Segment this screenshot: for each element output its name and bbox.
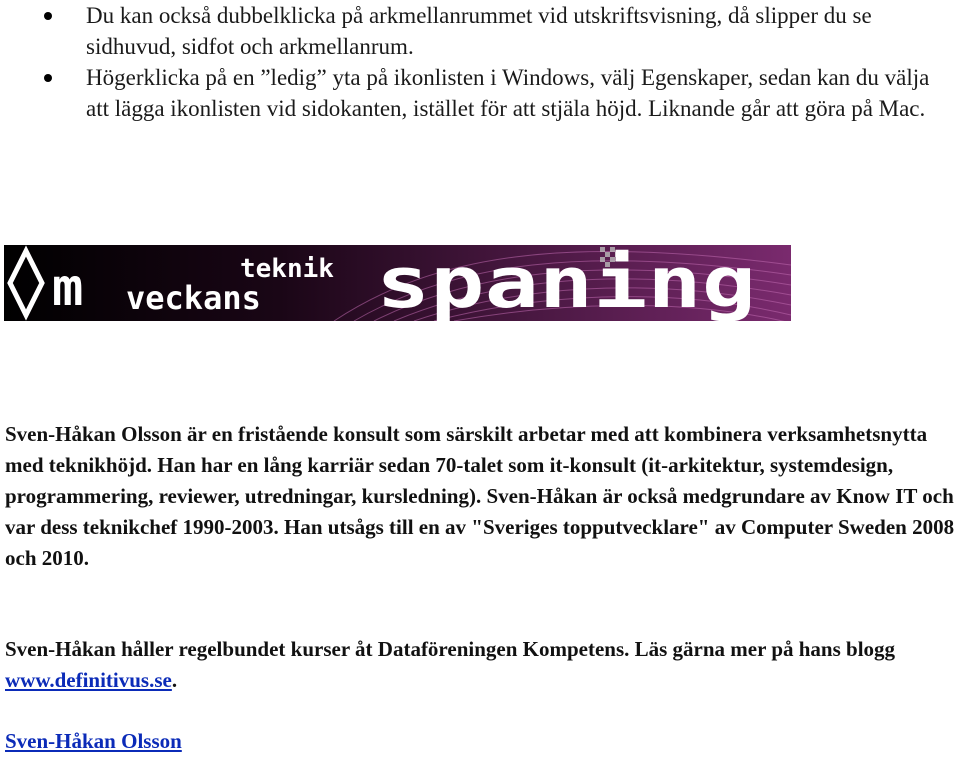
om-veckans-teknikspaning-banner — [4, 245, 791, 321]
tips-list — [0, 0, 960, 124]
banner-veckans: veckans — [126, 279, 261, 317]
bullet-icon — [44, 74, 52, 82]
courses-end: . — [171, 668, 178, 692]
author-bio: Sven-Håkan Olsson är en fristående konsult som särskilt arbetar med att kombinera verksamhetsnytta med teknikhöjd. Han har en lång karriär sedan 70-talet som it-konsult (it-arkitektur, systemdesign, programmering, reviewer, utredningar, kursledning). Sven-Håkan är också medgrundare av Know IT och var dess teknikchef 1990-2003. Han utsågs till en av "Sveriges topputvecklare" av Computer Sweden 2008 och 2010. — [5, 422, 955, 570]
banner-spaning: spaning — [376, 245, 756, 321]
list-item — [0, 0, 960, 62]
author-link[interactable]: Sven-Håkan Olsson — [5, 729, 182, 753]
courses-text: Sven-Håkan håller regelbundet kurser åt Dataföreningen Kompetens. Läs gärna mer på hans blogg — [5, 637, 896, 661]
bullet-icon — [44, 12, 52, 20]
list-item — [0, 62, 960, 124]
author-courses — [5, 634, 960, 696]
banner-prefix-m: m — [52, 258, 84, 318]
banner-teknik: teknik — [240, 254, 334, 284]
blog-link[interactable]: www.definitivus.se — [5, 668, 172, 692]
tip-text: Du kan också dubbelklicka på arkmellanrummet vid utskriftsvisning, då slipper du se sidhuvud, sidfot och arkmellanrum. — [86, 3, 872, 59]
tip-text: Högerklicka på en ”ledig” yta på ikonlisten i Windows, välj Egenskaper, sedan kan du välja att lägga ikonlisten vid sidokanten, istället för att stjäla höjd. Liknande går att göra på Mac. — [86, 65, 930, 121]
